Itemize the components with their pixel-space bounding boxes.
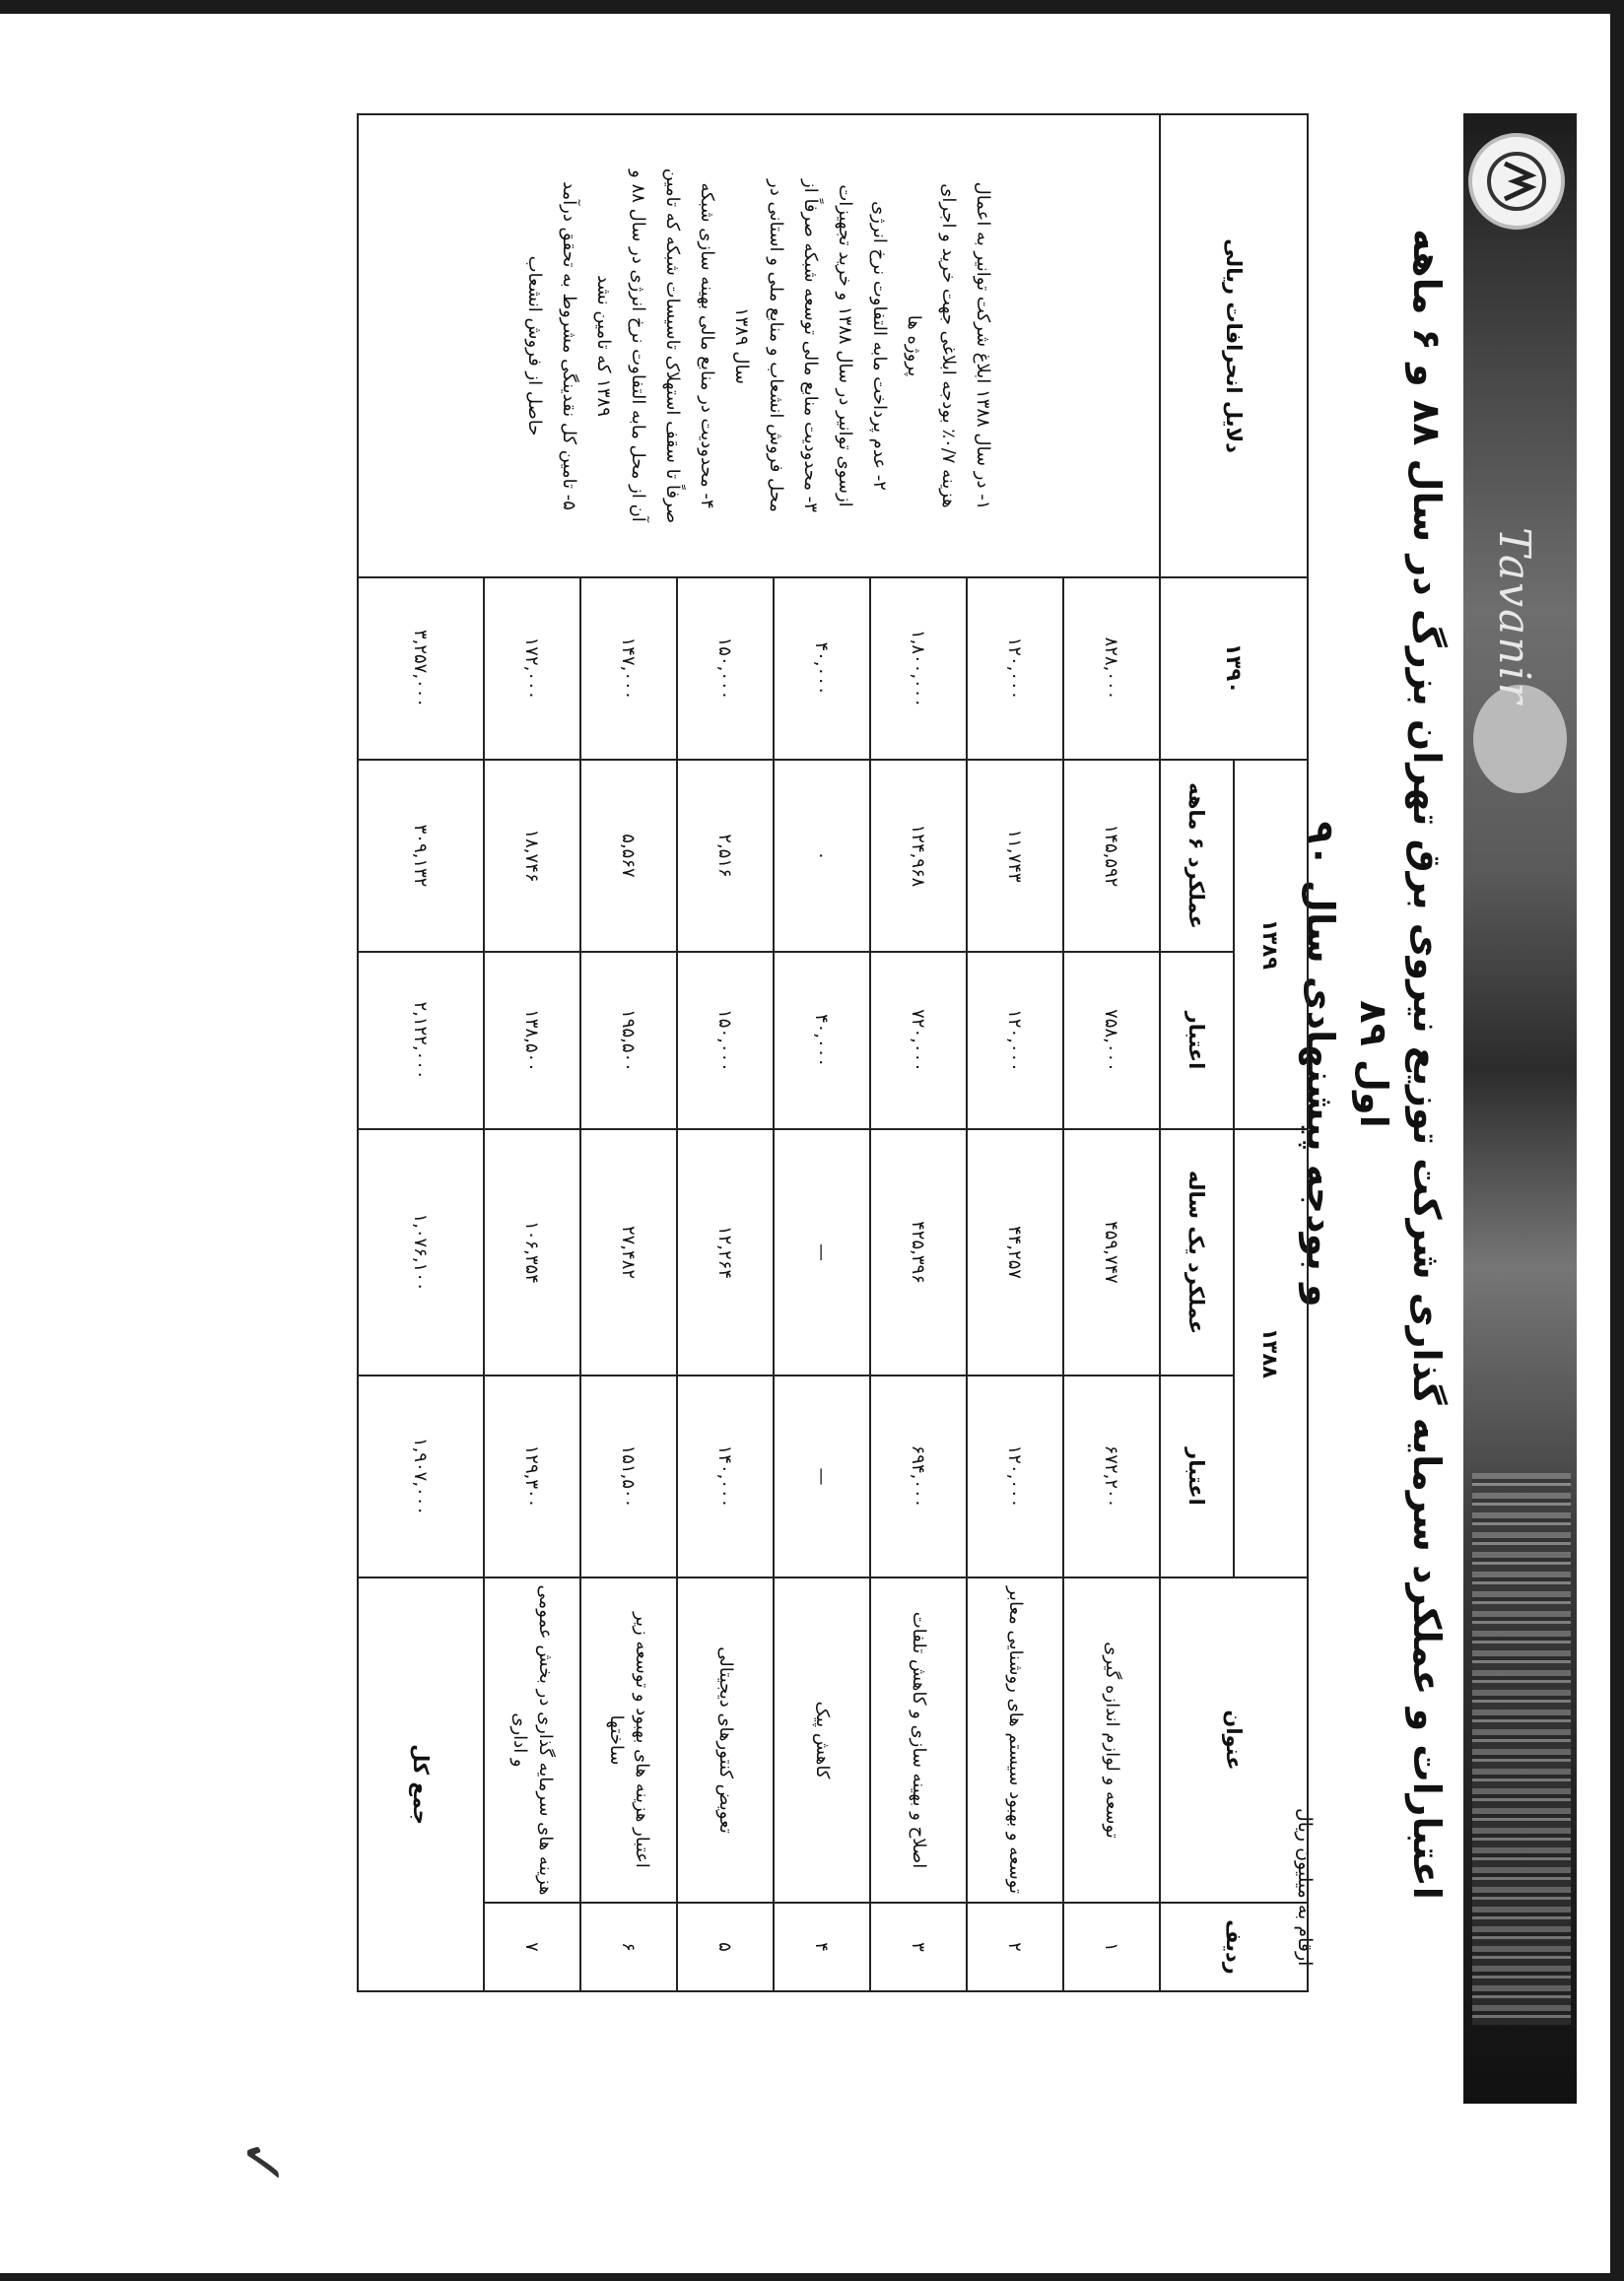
reason-line: هزینه ۰/۷٪ بودجه ابلاغی جهت خرید و اجرای (938, 183, 959, 508)
budget-1390: ۱۴۷,۰۰۰ (580, 577, 677, 760)
row-title: تعویض کنتورهای دیجیتالی (677, 1577, 774, 1903)
performance-1388: ۲۷,۴۸۲ (580, 1129, 677, 1375)
budget-1390: ۴۰,۰۰۰ (774, 577, 870, 760)
credit-1388: ۱۲۰,۰۰۰ (967, 1375, 1063, 1577)
credit-1389: ۱۲۰,۰۰۰ (967, 952, 1063, 1129)
header-year-1390: ۱۳۹۰ (1160, 577, 1308, 760)
header-year-1389: ۱۳۸۹ (1234, 760, 1308, 1129)
credit-1389: ۷۵۸,۰۰۰ (1063, 952, 1160, 1129)
credit-1388: ۶۷۲,۲۰۰ (1063, 1375, 1160, 1577)
row-number: ۶ (580, 1903, 677, 1991)
row-number: ۳ (870, 1903, 967, 1991)
row-title: اعتبار هزینه های بهبود و توسعه زیر ساختها (580, 1577, 677, 1903)
header-row-1 (1234, 114, 1308, 1991)
row-number: ۴ (774, 1903, 870, 1991)
credit-1389: ۱۹۵,۵۰۰ (580, 952, 677, 1129)
total-credit-1389: ۲,۱۲۲,۰۰۰ (358, 952, 484, 1129)
header-banner (1463, 113, 1577, 2104)
performance-1389: ۱۲۴,۹۶۸ (870, 760, 967, 952)
credit-1388: — (774, 1375, 870, 1577)
reason-line: ۱- در سال ۱۳۸۸ ابلاغ شرکت توانیر به اعمال (973, 181, 993, 510)
performance-1389: ۱۸,۷۴۶ (484, 760, 580, 952)
header-title: عنوان (1160, 1577, 1308, 1903)
company-script-logo: Tavanir (1489, 527, 1539, 705)
total-credit-1388: ۱,۹۰۷,۰۰۰ (358, 1375, 484, 1577)
credit-1389: ۱۳۸,۵۰۰ (484, 952, 580, 1129)
city-skyline-image (1472, 1473, 1571, 2025)
header-performance-1yr: عملکرد یک ساله (1160, 1129, 1234, 1375)
check-mark-icon: ✓ (227, 2138, 296, 2188)
total-performance-1389: ۳۰۹,۱۳۲ (358, 760, 484, 952)
rotated-document (177, 49, 1577, 2217)
row-title: کاهش پیک (774, 1577, 870, 1903)
row-number: ۵ (677, 1903, 774, 1991)
credit-1389: ۱۵۰,۰۰۰ (677, 952, 774, 1129)
reason-line: محل فروش انشعاب و منابع ملی و استانی در (766, 179, 786, 512)
total-performance-1388: ۱,۰۷۶,۱۰۰ (358, 1129, 484, 1375)
credit-1388: ۶۹۴,۰۰۰ (870, 1375, 967, 1577)
performance-1389: ۰ (774, 760, 870, 952)
row-title: هزینه های سرمایه گذاری در بخش عمومی و اداری (484, 1577, 580, 1903)
header-credit-1388: اعتبار (1160, 1375, 1234, 1577)
row-title: توسعه و بهبود سیستم های روشنایی معابر (967, 1577, 1063, 1903)
reason-line: ۴- محدودیت در منابع مالی بهینه سازی شبکه (697, 182, 717, 509)
document-title (1294, 227, 1454, 1902)
reason-line: ازسوی توانیر در سال ۱۳۸۸ و خرید تجهیزات (835, 184, 855, 507)
reason-line: آن از محل مابه التفاوت نرخ انرژی در سال ۸۸ و (628, 169, 648, 522)
scan-edge-top (0, 0, 1624, 14)
budget-table (357, 113, 1309, 1992)
deviation-reasons (358, 114, 1160, 577)
total-label: جمع کل (358, 1577, 484, 1991)
row-title: توسعه و لوازم اندازه گیری (1063, 1577, 1160, 1903)
credit-1389: ۴۰,۰۰۰ (774, 952, 870, 1129)
performance-1388: — (774, 1129, 870, 1375)
budget-1390: ۱۲۰,۰۰۰ (967, 577, 1063, 760)
title-line-1: اعتبارات و عملکرد سرمایه گذاری شرکت توزیع نیروی برق تهران بزرگ در سال ۸۸ و ۶ ماهه اول ۸۹ (1352, 229, 1449, 1900)
budget-1390: ۱,۸۰۰,۰۰۰ (870, 577, 967, 760)
row-number: ۷ (484, 1903, 580, 1991)
budget-1390: ۱۷۲,۰۰۰ (484, 577, 580, 760)
reason-line: سال ۱۳۸۹ (731, 306, 752, 385)
performance-1389: ۲,۵۱۶ (677, 760, 774, 952)
reason-line: ۲- عدم پرداخت مابه التفاوت نرخ انرژی (869, 201, 890, 491)
header-performance-6mo: عملکرد ۶ ماهه (1160, 760, 1234, 952)
scan-edge-right (1610, 0, 1624, 2281)
reason-line: صرفاً تا سقف استهلاک تاسیسات شبکه که تامین (662, 168, 683, 524)
performance-1389: ۱۴۵,۵۹۲ (1063, 760, 1160, 952)
row-title: اصلاح و بهینه سازی و کاهش تلفات (870, 1577, 967, 1903)
performance-1388: ۴۴,۲۵۷ (967, 1129, 1063, 1375)
reason-line: حاصل از فروش انشعاب (524, 255, 545, 436)
credit-1389: ۷۲۰,۰۰۰ (870, 952, 967, 1129)
performance-1388: ۱۰۶,۳۵۴ (484, 1129, 580, 1375)
total-budget-1390: ۳,۲۵۷,۰۰۰ (358, 577, 484, 760)
performance-1389: ۵,۵۶۷ (580, 760, 677, 952)
performance-1389: ۱۱,۷۴۳ (967, 760, 1063, 952)
reason-line: ۳- محدودیت منابع مالی توسعه شبکه صرفاً از (800, 179, 821, 512)
performance-1388: ۴۵۹,۷۴۷ (1063, 1129, 1160, 1375)
header-year-1388: ۱۳۸۸ (1234, 1129, 1308, 1577)
performance-1388: ۱۲,۲۶۴ (677, 1129, 774, 1375)
budget-1390: ۱۵۰,۰۰۰ (677, 577, 774, 760)
table-row (1063, 114, 1160, 1991)
header-credit-1389: اعتبار (1160, 952, 1234, 1129)
reason-line: پروژه ها (904, 314, 924, 377)
credit-1388: ۱۲۹,۳۰۰ (484, 1375, 580, 1577)
credit-1388: ۱۵۱,۵۰۰ (580, 1375, 677, 1577)
budget-1390: ۸۲۸,۰۰۰ (1063, 577, 1160, 760)
company-logo-icon (1468, 133, 1565, 230)
title-line-2: و بودجه پیشنهادی سال ۹۰ (1299, 821, 1342, 1308)
credit-1388: ۱۴۰,۰۰۰ (677, 1375, 774, 1577)
performance-1388: ۴۲۵,۳۹۶ (870, 1129, 967, 1375)
row-number: ۲ (967, 1903, 1063, 1991)
scan-edge-bottom (0, 2273, 1624, 2281)
header-row-number: ردیف (1160, 1903, 1308, 1991)
reason-line: ۵- تامین کل نقدینگی مشروط به تحقق درآمد (559, 181, 579, 510)
row-number: ۱ (1063, 1903, 1160, 1991)
unit-note: ارقام به میلیون ریال (1294, 1808, 1316, 1967)
header-reasons: دلایل انحرافات ریالی (1160, 114, 1308, 577)
reason-line: ۱۳۸۹ که تامین نشد (593, 275, 614, 417)
